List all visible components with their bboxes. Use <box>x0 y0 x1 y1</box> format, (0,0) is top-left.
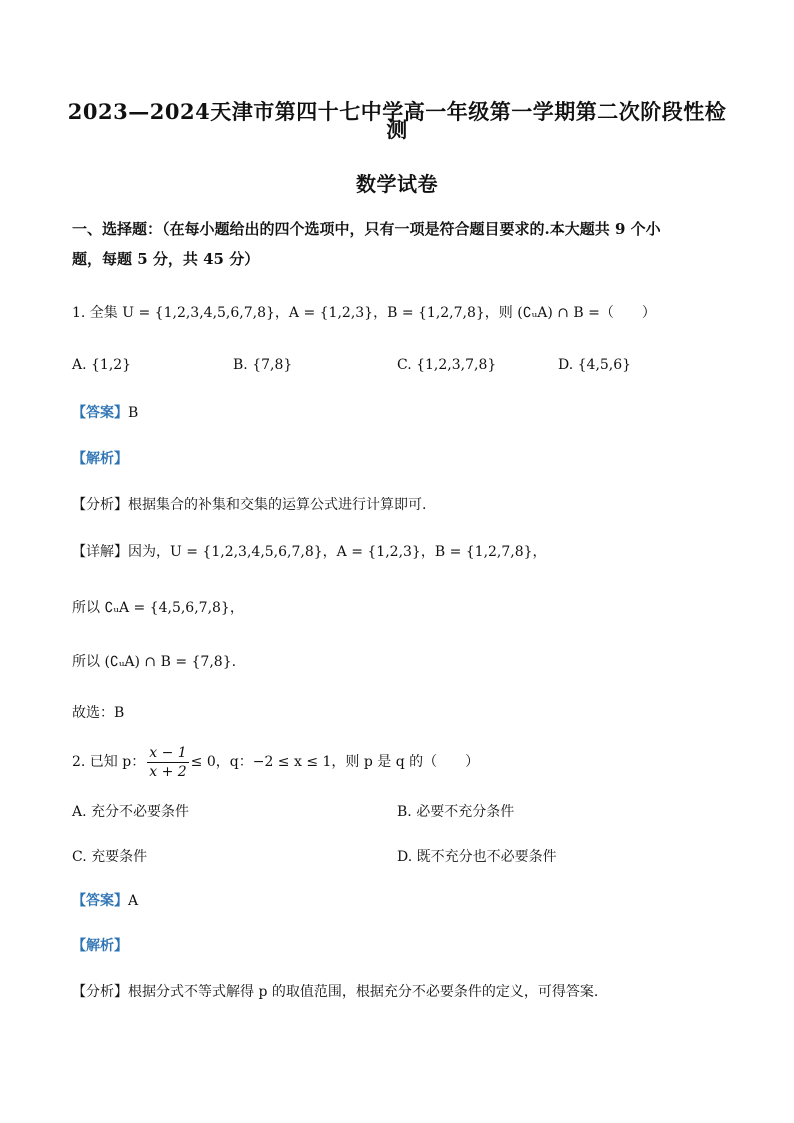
q1-answer-value: B <box>128 405 139 421</box>
q2-analysis-row <box>72 936 128 956</box>
q2-option-a: A. 充分不必要条件 <box>72 804 190 820</box>
q1-fenxi-text: 根据集合的补集和交集的运算公式进行计算即可. <box>128 497 427 513</box>
q2-option-d: D. 既不充分也不必要条件 <box>397 849 557 865</box>
exam-title-line2 <box>60 116 734 144</box>
q1-fenxi-label: 【分析】 <box>72 497 128 513</box>
q2-answer-value: A <box>128 893 139 909</box>
q1-answer-row <box>72 403 138 423</box>
q2-fenxi-text: 根据分式不等式解得 p 的取值范围，根据充分不必要条件的定义，可得答案. <box>128 984 599 1000</box>
q1-answer-label: 【答案】 <box>72 405 128 421</box>
exam-title-line2-text: 测 <box>386 117 408 142</box>
q1-step2: 所以 (∁ᵤA) ∩ B = {7,8}. <box>72 654 237 670</box>
q2-fenxi-label: 【分析】 <box>72 984 128 1000</box>
q1-detail-text: 因为，U = {1,2,3,4,5,6,7,8}，A = {1,2,3}，B = {1,2,7,8}， <box>128 544 547 560</box>
q1-stem: 1. 全集 U = {1,2,3,4,5,6,7,8}，A = {1,2,3}，B = {1,2,7,8}，则 (∁ᵤA) ∩ B =（ ） <box>72 305 656 321</box>
q1-option-c: C. {1,2,3,7,8} <box>397 357 497 373</box>
q2-prefix: 2. 已知 p： <box>72 754 146 770</box>
q2-fraction-denominator: x + 2 <box>149 763 187 780</box>
q1-option-a: A. {1,2} <box>72 357 132 373</box>
section-heading-line2: 题，每题 5 分，共 45 分） <box>72 250 260 268</box>
q1-analysis-label: 【解析】 <box>72 451 128 467</box>
q2-option-b: B. 必要不充分条件 <box>397 804 515 820</box>
q1-step1: 所以 ∁ᵤA = {4,5,6,7,8}， <box>72 600 244 616</box>
q1-option-d: D. {4,5,6} <box>558 357 632 373</box>
q2-option-c: C. 充要条件 <box>72 849 148 865</box>
q1-choose: 故选：B <box>72 705 125 721</box>
q1-detail-row <box>72 542 547 562</box>
section-heading-line1: 一、选择题：（在每小题给出的四个选项中，只有一项是符合题目要求的.本大题共 9 个小 <box>72 220 661 238</box>
q2-answer-label: 【答案】 <box>72 893 128 909</box>
q2-analysis-label: 【解析】 <box>72 938 128 954</box>
q2-answer-row <box>72 891 138 911</box>
exam-subtitle: 数学试卷 <box>356 172 438 196</box>
q1-detail-label: 【详解】 <box>72 544 128 560</box>
exam-title-line1: 2023—2024天津市第四十七中学高一年级第一学期第二次阶段性检 <box>67 99 727 124</box>
q1-option-b: B. {7,8} <box>233 357 293 373</box>
q2-fenxi-row <box>72 982 598 1002</box>
q2-suffix: ≤ 0，q：−2 ≤ x ≤ 1，则 p 是 q 的（ ） <box>190 754 480 770</box>
q2-fraction-numerator: x − 1 <box>149 744 187 761</box>
q1-fenxi-row <box>72 495 426 515</box>
q2-fraction <box>147 744 188 781</box>
q2-stem <box>72 742 479 782</box>
q1-analysis-row <box>72 449 128 469</box>
